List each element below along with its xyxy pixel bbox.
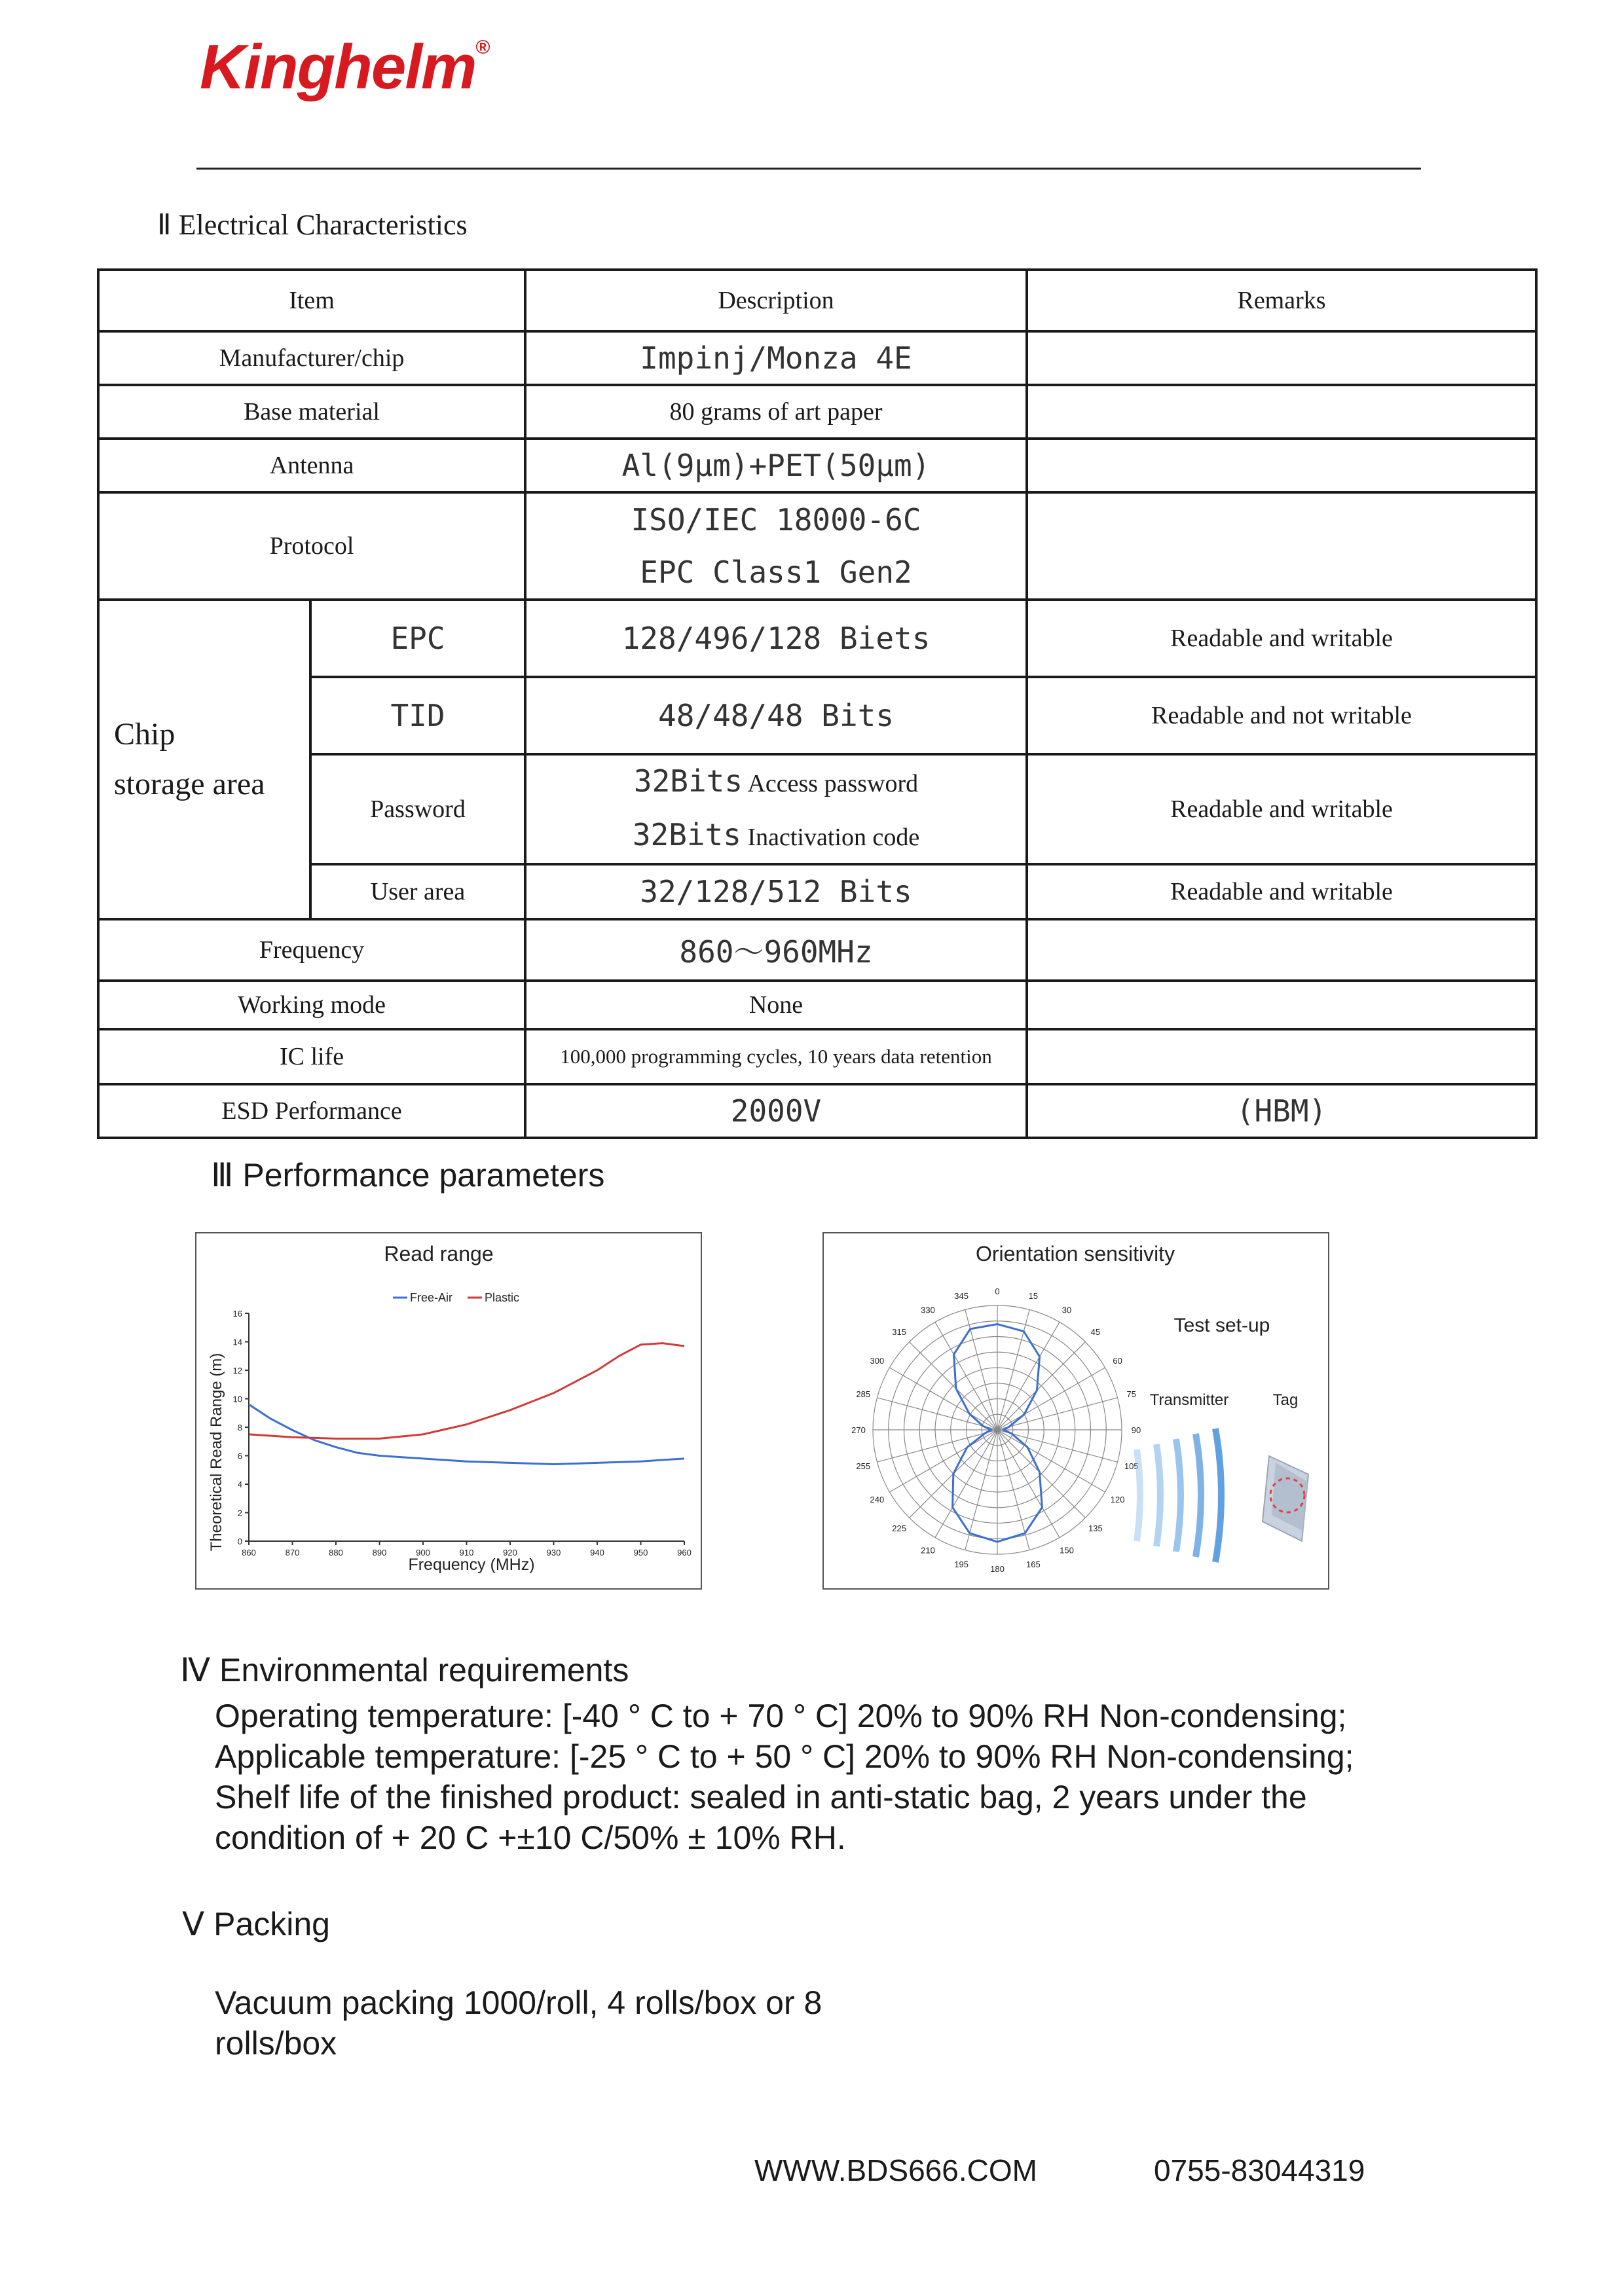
tid-value: 48/48/48 Bits xyxy=(525,677,1027,754)
table-row xyxy=(98,1029,1536,1084)
epc-label: EPC xyxy=(310,600,525,677)
antenna-value: Al(9μm)+PET(50μm) xyxy=(525,439,1027,492)
base-material-remark xyxy=(1027,385,1536,439)
electrical-characteristics-table xyxy=(97,268,1538,1139)
polar-angle-label: 90 xyxy=(1131,1425,1141,1435)
y-tick-label: 4 xyxy=(237,1480,242,1489)
chip-storage-label xyxy=(98,600,310,919)
brand-logo: Kinghelm® xyxy=(200,32,489,102)
tid-remark: Readable and not writable xyxy=(1027,677,1536,754)
legend-label-free-air: Free-Air xyxy=(410,1291,453,1304)
applicable-temperature-line: Applicable temperature: [-25 ° C to + 50 ° C] 20% to 90% RH Non-condensing; xyxy=(215,1738,1354,1775)
polar-spoke xyxy=(997,1368,1105,1430)
y-tick-label: 0 xyxy=(237,1537,242,1546)
table-row xyxy=(98,754,1536,864)
polar-spoke xyxy=(997,1398,1118,1430)
antenna-remark xyxy=(1027,439,1536,492)
transmitter-label: Transmitter xyxy=(1149,1391,1229,1409)
series-line-free-air xyxy=(249,1404,684,1464)
table-row xyxy=(98,919,1536,981)
polar-angle-label: 330 xyxy=(921,1305,935,1315)
header-remarks: Remarks xyxy=(1027,270,1536,331)
ic-life-value: 100,000 programming cycles, 10 years data retention xyxy=(525,1029,1027,1084)
password-line1-text: Access password xyxy=(747,770,919,797)
transmitter-waves-icon xyxy=(1137,1429,1221,1562)
read-range-axes xyxy=(233,1309,692,1558)
packing-text xyxy=(215,1982,1132,2064)
polar-spoke xyxy=(877,1398,997,1430)
chip-storage-label-line2: storage area xyxy=(114,767,265,801)
working-mode-label: Working mode xyxy=(98,981,525,1029)
packing-line2: rolls/box xyxy=(215,2025,337,2062)
table-row xyxy=(98,331,1536,385)
password-label: Password xyxy=(310,754,525,864)
x-tick-label: 860 xyxy=(242,1548,256,1558)
legend-label-plastic: Plastic xyxy=(485,1291,520,1304)
polar-angle-label: 210 xyxy=(921,1545,935,1556)
polar-grid xyxy=(873,1305,1122,1554)
polar-spoke xyxy=(889,1430,997,1492)
polar-angle-label: 105 xyxy=(1124,1461,1139,1471)
ic-life-label: IC life xyxy=(98,1029,525,1084)
manufacturer-remark xyxy=(1027,331,1536,385)
password-line1-code: 32Bits xyxy=(633,763,743,799)
polar-angle-label: 315 xyxy=(892,1327,906,1338)
polar-spoke xyxy=(935,1430,997,1538)
polar-angle-label: 270 xyxy=(851,1425,866,1435)
orientation-svg xyxy=(824,1233,1328,1588)
polar-angle-label: 165 xyxy=(1026,1559,1041,1569)
x-tick-label: 920 xyxy=(503,1548,517,1558)
table-row xyxy=(98,981,1536,1029)
header-divider xyxy=(196,168,1421,170)
protocol-label: Protocol xyxy=(98,492,525,600)
footer-phone: 0755-83044319 xyxy=(1154,2153,1365,2187)
antenna-label: Antenna xyxy=(98,439,525,492)
protocol-line2: EPC Class1 Gen2 xyxy=(640,555,912,590)
header-item: Item xyxy=(98,270,525,331)
y-tick-label: 12 xyxy=(232,1366,242,1376)
table-row xyxy=(98,677,1536,754)
frequency-value: 860～960MHz xyxy=(525,919,1027,981)
read-range-chart xyxy=(195,1232,702,1590)
polar-angle-label: 240 xyxy=(870,1495,885,1504)
protocol-value xyxy=(525,492,1027,600)
table-row xyxy=(98,600,1536,677)
manufacturer-value: Impinj/Monza 4E xyxy=(525,331,1027,385)
polar-angle-label: 0 xyxy=(995,1286,1000,1296)
table-header-row xyxy=(98,270,1536,331)
polar-spoke xyxy=(889,1368,997,1430)
footer-website[interactable]: WWW.BDS666.COM xyxy=(754,2153,1037,2187)
polar-spoke xyxy=(997,1430,1105,1492)
tag-icon xyxy=(1263,1456,1308,1541)
polar-spoke xyxy=(877,1430,997,1462)
section-title-performance: Ⅲ Performance parameters xyxy=(211,1157,605,1194)
polar-angle-label: 255 xyxy=(856,1461,871,1471)
esd-remark: (HBM) xyxy=(1027,1084,1536,1138)
read-range-lines xyxy=(249,1343,684,1465)
y-tick-label: 6 xyxy=(237,1451,242,1461)
password-line2-text: Inactivation code xyxy=(747,824,920,851)
chip-storage-label-line1: Chip xyxy=(114,717,175,752)
polar-spoke xyxy=(997,1430,1060,1538)
tid-label: TID xyxy=(310,677,525,754)
polar-angle-label: 60 xyxy=(1113,1356,1122,1366)
table-row xyxy=(98,492,1536,600)
packing-line1: Vacuum packing 1000/roll, 4 rolls/box or 8 xyxy=(215,1984,822,2021)
protocol-remark xyxy=(1027,492,1536,600)
working-mode-value: None xyxy=(525,981,1027,1029)
section-title-environmental: Ⅳ Environmental requirements xyxy=(180,1652,629,1688)
user-area-label: User area xyxy=(310,864,525,919)
test-setup-label: Test set-up xyxy=(1173,1315,1270,1336)
header-description: Description xyxy=(525,270,1027,331)
read-range-legend xyxy=(393,1291,519,1304)
table-row xyxy=(98,439,1536,492)
base-material-label: Base material xyxy=(98,385,525,439)
y-tick-label: 14 xyxy=(232,1337,242,1347)
password-value xyxy=(525,754,1027,864)
section-title-electrical: Ⅱ Electrical Characteristics xyxy=(157,209,468,241)
password-line2 xyxy=(526,809,1025,863)
epc-remark: Readable and writable xyxy=(1027,600,1536,677)
table-row xyxy=(98,385,1536,439)
x-tick-label: 870 xyxy=(285,1548,300,1558)
shelf-life-line: Shelf life of the finished product: sealed in anti-static bag, 2 years under the xyxy=(215,1779,1307,1815)
frequency-remark xyxy=(1027,919,1536,981)
environmental-text xyxy=(215,1696,1433,1858)
tag-label: Tag xyxy=(1272,1391,1299,1409)
polar-angle-label: 135 xyxy=(1088,1523,1103,1533)
polar-angle-label: 150 xyxy=(1060,1545,1074,1556)
x-tick-label: 910 xyxy=(459,1548,474,1558)
password-line1 xyxy=(526,756,1025,809)
polar-angle-label: 300 xyxy=(870,1356,885,1366)
polar-angle-label: 120 xyxy=(1110,1495,1125,1504)
polar-angle-label: 15 xyxy=(1028,1291,1039,1302)
user-area-remark: Readable and writable xyxy=(1027,864,1536,919)
storage-condition-line: condition of + 20 C +±10 C/50% ± 10% RH. xyxy=(215,1819,846,1856)
ic-life-remark xyxy=(1027,1029,1536,1084)
base-material-value: 80 grams of art paper xyxy=(525,385,1027,439)
polar-spoke xyxy=(997,1342,1085,1430)
read-range-svg xyxy=(196,1233,701,1588)
x-tick-label: 880 xyxy=(329,1548,343,1558)
y-tick-label: 16 xyxy=(232,1309,242,1319)
frequency-label: Frequency xyxy=(98,919,525,981)
orientation-title: Orientation sensitivity xyxy=(975,1242,1175,1266)
x-tick-label: 940 xyxy=(590,1548,604,1558)
polar-angle-label: 345 xyxy=(954,1291,969,1302)
manufacturer-label: Manufacturer/chip xyxy=(98,331,525,385)
esd-label: ESD Performance xyxy=(98,1084,525,1138)
x-tick-label: 960 xyxy=(677,1548,692,1558)
y-tick-label: 8 xyxy=(237,1423,242,1432)
polar-angle-label: 285 xyxy=(856,1389,871,1400)
section-title-packing: Ⅴ Packing xyxy=(182,1906,330,1942)
polar-angle-label: 30 xyxy=(1061,1305,1072,1315)
protocol-line1: ISO/IEC 18000-6C xyxy=(631,502,921,538)
orientation-chart xyxy=(822,1232,1329,1590)
read-range-title: Read range xyxy=(384,1242,494,1266)
x-tick-label: 930 xyxy=(546,1548,561,1558)
operating-temperature-line: Operating temperature: [-40 ° C to + 70 ° C] 20% to 90% RH Non-condensing; xyxy=(215,1698,1347,1734)
esd-value: 2000V xyxy=(525,1084,1027,1138)
user-area-value: 32/128/512 Bits xyxy=(525,864,1027,919)
x-tick-label: 890 xyxy=(372,1548,387,1558)
read-range-xlabel: Frequency (MHz) xyxy=(408,1556,535,1574)
polar-spoke xyxy=(997,1430,1118,1462)
password-remark: Readable and writable xyxy=(1027,754,1536,864)
y-tick-label: 10 xyxy=(232,1394,242,1404)
polar-angle-label: 45 xyxy=(1090,1327,1101,1338)
polar-angle-label: 195 xyxy=(954,1559,969,1569)
password-line2-code: 32Bits xyxy=(632,817,741,852)
x-tick-label: 900 xyxy=(416,1548,430,1558)
y-tick-label: 2 xyxy=(237,1508,242,1518)
epc-value: 128/496/128 Biets xyxy=(525,600,1027,677)
polar-angle-label: 225 xyxy=(892,1523,906,1533)
table-row xyxy=(98,1084,1536,1138)
table-row xyxy=(98,864,1536,919)
polar-angle-label: 75 xyxy=(1126,1389,1137,1400)
x-tick-label: 950 xyxy=(633,1548,648,1558)
working-mode-remark xyxy=(1027,981,1536,1029)
read-range-ylabel: Theoretical Read Range (m) xyxy=(208,1353,225,1552)
series-line-plastic xyxy=(249,1343,684,1439)
polar-spoke xyxy=(935,1322,997,1430)
polar-angle-label: 180 xyxy=(990,1564,1005,1574)
